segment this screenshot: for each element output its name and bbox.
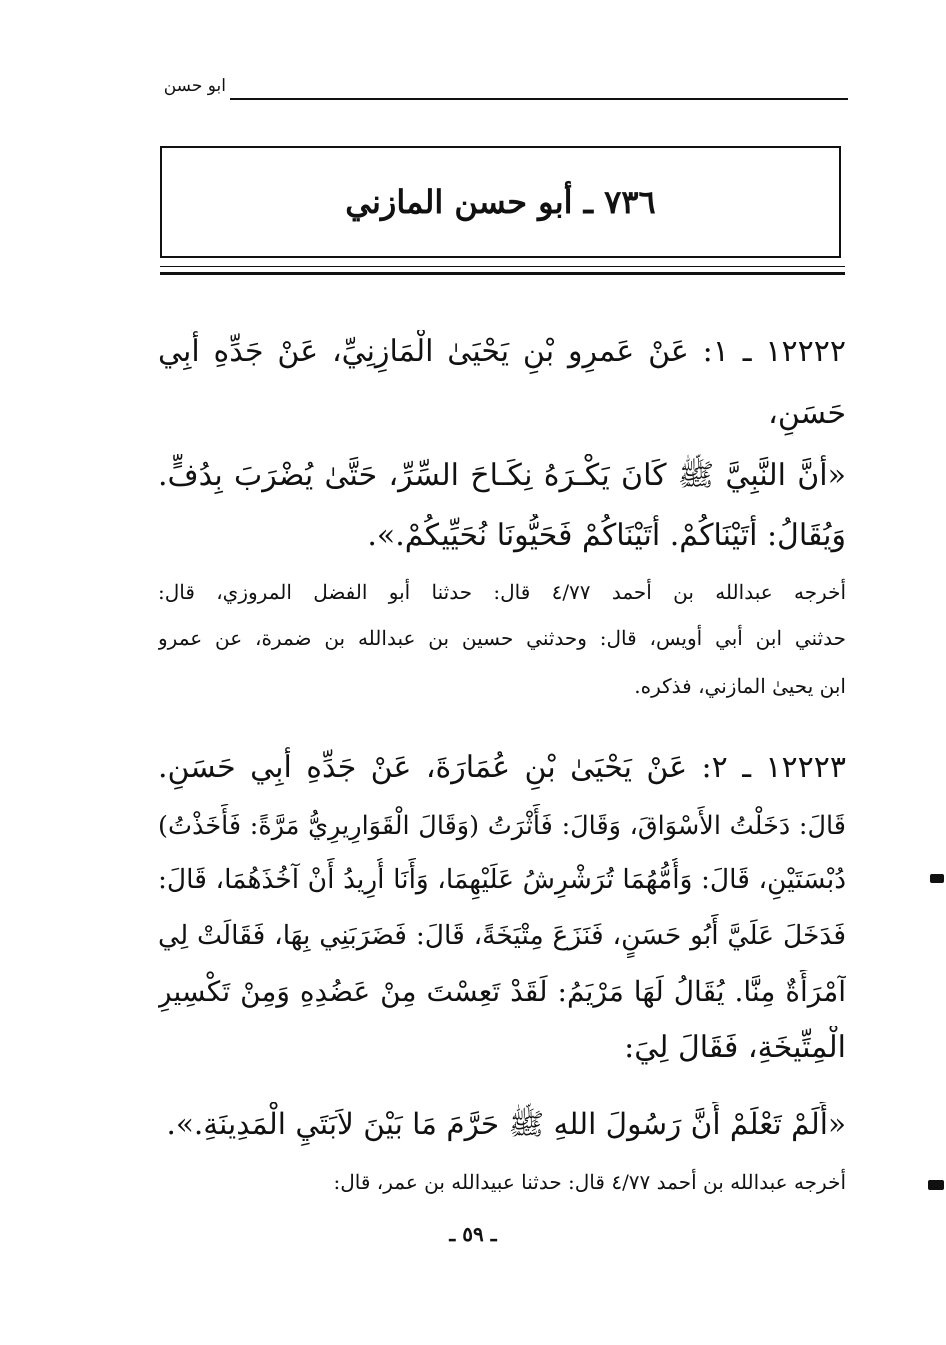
hadith-2-quote: «أَلَمْ تَعْلَمْ أَنَّ رَسُولَ اللهِ ﷺ حَرَّمَ مَا بَيْنَ لاَبَتَيِ الْمَدِينَةِ.». bbox=[166, 1107, 846, 1141]
hadith-1-line-4: وَيُقَالُ: أَتَيْنَاكُمْ. أَتَيْنَاكُمْ فَحَيُّونَا نُحَيِّيكُمْ.». bbox=[367, 518, 846, 553]
chapter-title-box bbox=[160, 146, 841, 258]
hadith-1-takhrij-line-3: ابن يحيىٰ المازني، فذكره. bbox=[634, 674, 846, 698]
hadith-1-line-1: ١٢٢٢٢ ـ ١: عَنْ عَمرِو بْنِ يَحْيَىٰ الْمَازِنِيِّ، عَنْ جَدِّهِ أَبِي bbox=[158, 334, 846, 369]
hadith-2-takhrij-line-1: أخرجه عبدالله بن أحمد ٤/٧٧ قال: حدثنا عبيدالله بن عمر، قال: bbox=[333, 1170, 846, 1194]
title-divider-thick bbox=[160, 272, 845, 275]
hadith-1-takhrij-line-1: أخرجه عبدالله بن أحمد ٤/٧٧ قال: حدثنا أبو الفضل المروزي، قال: bbox=[158, 580, 846, 604]
scan-artifact-mark bbox=[930, 874, 944, 883]
title-divider-thin bbox=[160, 266, 845, 267]
scan-artifact-mark bbox=[928, 1180, 944, 1190]
header-rule bbox=[230, 98, 848, 100]
hadith-2-line-1: ١٢٢٢٣ ـ ٢: عَنْ يَحْيَىٰ بْنِ عُمَارَةَ، عَنْ جَدِّهِ أَبِي حَسَنٍ. bbox=[158, 750, 846, 785]
running-header bbox=[160, 72, 848, 104]
hadith-2-line-6: الْمِتِّيخَةِ، فَقَالَ لِيَ: bbox=[624, 1030, 846, 1065]
running-title: ابو حسن bbox=[163, 76, 226, 96]
hadith-1-line-3: «أَنَّ النَّبِيَّ ﷺ كَانَ يَكْـرَهُ نِكَـاحَ السِّرِّ، حَتَّىٰ يُضْرَبَ بِدُفٍّ. bbox=[158, 458, 846, 493]
chapter-title: ٧٣٦ ـ أبو حسن المازني bbox=[345, 183, 656, 221]
hadith-2-line-2: قَالَ: دَخَلْتُ الأَسْوَاقَ، وَقَالَ: فَأَثْرَتُ (وَقَالَ الْقَوَارِيرِيُّ مَرَّةً: فَأَخَذْتُ) bbox=[158, 811, 846, 841]
hadith-1-takhrij-line-2: حدثني ابن أبي أويس، قال: وحدثني حسين بن عبدالله بن ضمرة، عن عمرو bbox=[158, 626, 846, 650]
hadith-2-line-4: فَدَخَلَ عَلَيَّ أَبُو حَسَنٍ، فَنَزَعَ مِتْيَخَةً، قَالَ: فَضَرَبَنِي بِهَا، فَقَالَتْ لِي bbox=[158, 920, 846, 951]
hadith-1-line-2: حَسَنٍ، bbox=[768, 396, 846, 431]
page-number: ـ ٥٩ ـ bbox=[449, 1222, 497, 1246]
hadith-2-line-5: آمْرَأَةٌ مِنَّا. يُقَالُ لَهَا مَرْيَمُ: لَقَدْ تَعِسْتَ مِنْ عَضُدِهِ وَمِنْ تَكْسِيرِ bbox=[158, 975, 846, 1008]
hadith-2-line-3: دُبْسَتَيْنِ، قَالَ: وَأُمُّهُمَا تُرَشْرِشُ عَلَيْهِمَا، وَأَنَا أُرِيدُ أَنْ آخُذَهُمَا، قَالَ: bbox=[158, 864, 846, 895]
